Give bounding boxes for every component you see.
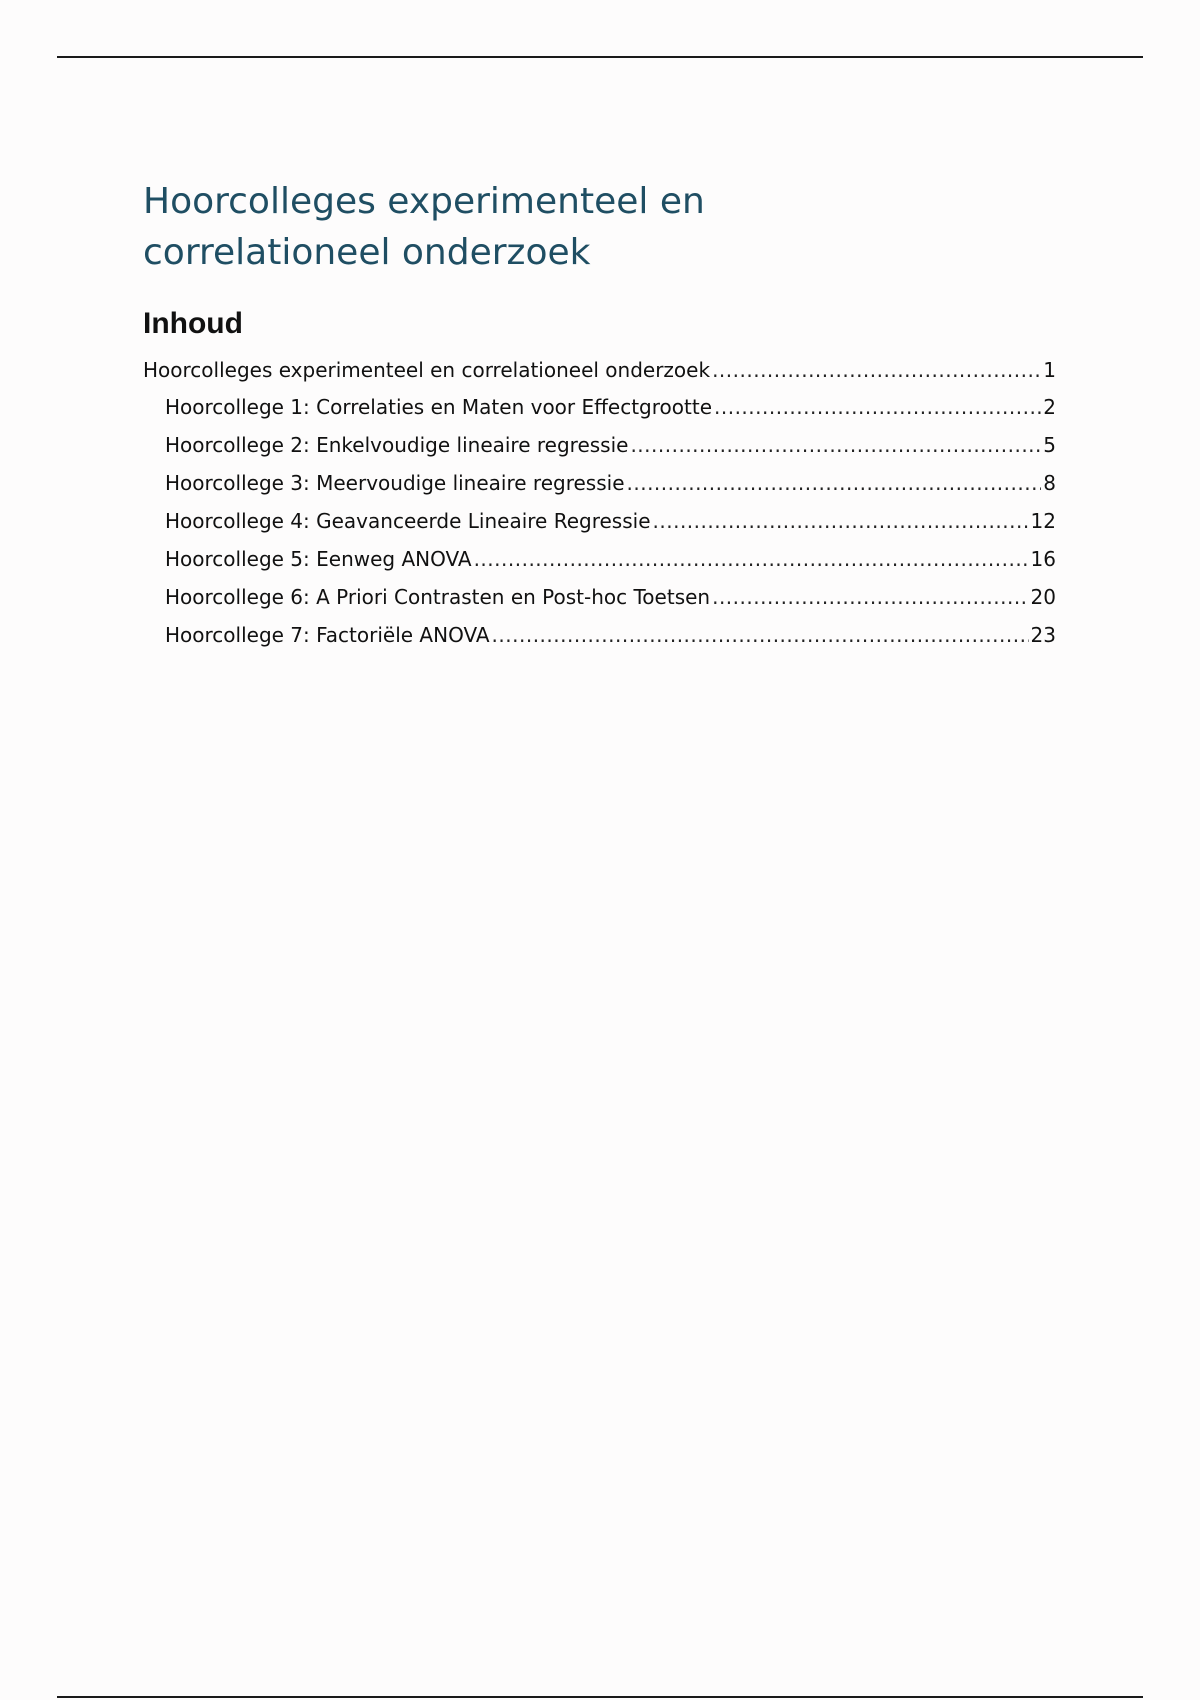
title-line-1: Hoorcolleges experimenteel en	[143, 181, 705, 222]
toc-entry-title[interactable]: Hoorcollege 2: Enkelvoudige lineaire regressie	[165, 433, 629, 457]
toc-entry[interactable]	[143, 466, 1056, 504]
toc-entry[interactable]	[143, 504, 1056, 542]
toc-entry[interactable]	[143, 428, 1056, 466]
toc-entry-title[interactable]: Hoorcolleges experimenteel en correlationeel onderzoek	[143, 358, 711, 382]
toc-entry[interactable]	[143, 353, 1056, 390]
toc-leader-dots	[630, 428, 1041, 462]
footer-rule	[57, 1696, 1143, 1698]
toc-entry-page[interactable]: 20	[1030, 585, 1056, 609]
toc-entry-page[interactable]: 23	[1030, 623, 1056, 647]
toc-heading: Inhoud	[143, 307, 243, 340]
toc-leader-dots	[492, 618, 1029, 652]
toc-entry-title[interactable]: Hoorcollege 6: A Priori Contrasten en Post-hoc Toetsen	[165, 585, 711, 609]
table-of-contents	[143, 353, 1056, 656]
toc-leader-dots	[712, 580, 1028, 614]
toc-leader-dots	[627, 466, 1042, 500]
toc-entry[interactable]	[143, 390, 1056, 428]
toc-entry-page[interactable]: 2	[1043, 395, 1056, 419]
toc-leader-dots	[653, 504, 1029, 538]
toc-entry[interactable]	[143, 618, 1056, 656]
title-line-2: correlationeel onderzoek	[143, 232, 591, 273]
header-rule	[57, 56, 1143, 58]
toc-entry-title[interactable]: Hoorcollege 3: Meervoudige lineaire regressie	[165, 471, 625, 495]
toc-leader-dots	[712, 353, 1041, 387]
toc-entry[interactable]	[143, 580, 1056, 618]
toc-entry[interactable]	[143, 542, 1056, 580]
toc-entry-title[interactable]: Hoorcollege 4: Geavanceerde Lineaire Regressie	[165, 509, 651, 533]
toc-leader-dots	[474, 542, 1029, 576]
page-title	[143, 176, 843, 278]
toc-entry-page[interactable]: 8	[1043, 471, 1056, 495]
toc-entry-title[interactable]: Hoorcollege 5: Eenweg ANOVA	[165, 547, 472, 571]
toc-entry-page[interactable]: 16	[1030, 547, 1056, 571]
toc-entry-page[interactable]: 1	[1043, 358, 1056, 382]
toc-entry-page[interactable]: 12	[1030, 509, 1056, 533]
toc-entry-title[interactable]: Hoorcollege 7: Factoriële ANOVA	[165, 623, 490, 647]
toc-entry-page[interactable]: 5	[1043, 433, 1056, 457]
toc-leader-dots	[714, 390, 1041, 424]
toc-entry-title[interactable]: Hoorcollege 1: Correlaties en Maten voor Effectgrootte	[165, 395, 712, 419]
